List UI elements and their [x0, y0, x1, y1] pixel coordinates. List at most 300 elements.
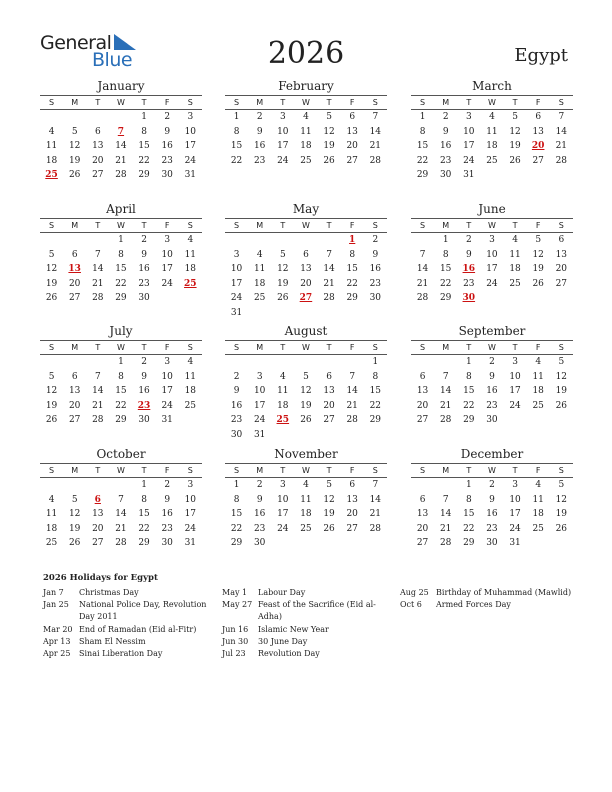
day-cell: 18 [509, 264, 521, 275]
empty-day-cell [40, 355, 63, 370]
week-row [40, 233, 202, 248]
day-cell: 20 [92, 523, 104, 534]
week-row [411, 355, 573, 370]
day-cell: 20 [68, 400, 81, 411]
day-cell: 11 [300, 126, 312, 137]
week-row [225, 478, 387, 493]
day-cell: 25 [45, 538, 58, 549]
weekday-label: T [466, 343, 472, 352]
day-cell: 12 [68, 509, 81, 520]
weekday-label: F [164, 98, 170, 107]
day-cell: 24 [161, 278, 173, 289]
holiday-name: 30 June Day [258, 636, 308, 646]
week-row [40, 110, 202, 125]
weekday-label: W [487, 98, 496, 107]
day-cell: 29 [369, 415, 382, 426]
empty-day-cell [341, 306, 364, 321]
day-cell: 13 [68, 386, 81, 397]
weekday-label: S [372, 343, 378, 352]
day-cell: 30 [486, 415, 498, 426]
day-cell: 10 [509, 371, 521, 382]
weekday-label: T [280, 221, 286, 230]
day-cell: 2 [256, 480, 263, 490]
day-cell: 31 [161, 415, 173, 426]
day-cell: 16 [486, 509, 498, 520]
day-cell: 21 [416, 278, 429, 289]
day-cell: 25 [300, 155, 312, 166]
empty-day-cell [480, 168, 503, 183]
day-cell: 2 [256, 112, 263, 122]
day-cell: 23 [161, 523, 173, 534]
day-cell: 9 [256, 126, 263, 137]
weekday-header [40, 340, 202, 355]
weekday-label: S [49, 343, 55, 352]
day-cell: 16 [253, 141, 266, 152]
weekday-label: T [512, 466, 518, 475]
holiday-day-cell: 7 [117, 126, 125, 137]
holiday-name: Islamic New Year [258, 624, 329, 634]
day-cell: 5 [48, 249, 55, 260]
day-cell: 20 [416, 400, 429, 411]
week-row [411, 522, 573, 537]
week-row [411, 262, 573, 277]
day-cell: 27 [68, 293, 81, 304]
month-september [411, 324, 573, 428]
week-row [40, 168, 202, 183]
day-cell: 10 [253, 386, 266, 397]
weekday-label: S [558, 98, 564, 107]
day-cell: 16 [161, 509, 173, 520]
day-cell: 7 [442, 371, 449, 382]
day-cell: 3 [233, 249, 240, 260]
empty-day-cell [294, 233, 317, 248]
day-cell: 29 [416, 170, 429, 181]
weekday-label: S [420, 98, 426, 107]
week-row [40, 139, 202, 154]
holiday-date: Jan 25 [43, 600, 69, 610]
day-cell: 6 [303, 249, 309, 260]
day-cell: 17 [161, 386, 173, 397]
month-name: May [292, 202, 320, 216]
day-cell: 20 [300, 278, 312, 289]
weekday-label: M [442, 221, 450, 230]
day-cell: 28 [439, 538, 452, 549]
day-cell: 11 [277, 386, 289, 397]
day-cell: 4 [279, 371, 286, 382]
empty-day-cell [318, 428, 341, 443]
day-cell: 28 [92, 293, 104, 304]
holiday-item [43, 624, 211, 636]
day-cell: 3 [164, 357, 171, 367]
day-cell: 12 [300, 386, 312, 397]
day-cell: 29 [230, 538, 243, 549]
week-row [40, 125, 202, 140]
weekday-label: T [280, 98, 286, 107]
empty-day-cell [527, 413, 550, 428]
holidays-column [400, 587, 575, 611]
holiday-item [43, 648, 211, 660]
empty-day-cell [364, 306, 387, 321]
week-row [411, 536, 573, 551]
holidays-column [222, 587, 382, 660]
weekday-header [225, 340, 387, 355]
week-row [411, 277, 573, 292]
day-cell: 4 [303, 480, 309, 490]
day-cell: 9 [372, 249, 379, 260]
week-row [40, 536, 202, 551]
day-cell: 25 [486, 155, 498, 166]
day-cell: 2 [489, 480, 495, 490]
day-cell: 25 [253, 293, 266, 304]
weekday-label: S [558, 466, 564, 475]
week-row [40, 507, 202, 522]
day-cell: 31 [230, 307, 243, 318]
day-cell: 21 [115, 155, 127, 166]
weekday-label: T [326, 466, 332, 475]
day-cell: 23 [161, 155, 173, 166]
day-cell: 17 [277, 141, 289, 152]
day-cell: 30 [369, 293, 382, 304]
day-cell: 4 [535, 357, 542, 367]
day-cell: 17 [509, 509, 521, 520]
day-cell: 5 [71, 126, 78, 137]
weekday-label: S [558, 221, 564, 230]
day-cell: 28 [439, 415, 452, 426]
day-cell: 25 [509, 278, 521, 289]
day-cell: 9 [164, 126, 171, 137]
week-row [411, 478, 573, 493]
day-cell: 14 [115, 141, 127, 152]
holiday-day-cell: 23 [137, 400, 151, 411]
holiday-item [43, 636, 211, 648]
weekday-label: M [71, 98, 79, 107]
day-cell: 6 [558, 235, 565, 245]
weekday-label: F [535, 98, 541, 107]
week-row [40, 522, 202, 537]
day-cell: 3 [512, 357, 518, 367]
empty-day-cell [411, 478, 434, 493]
weekday-label: M [256, 221, 264, 230]
day-cell: 5 [279, 249, 286, 260]
day-cell: 15 [463, 509, 475, 520]
empty-day-cell [550, 291, 573, 306]
holiday-day-cell: 1 [349, 235, 356, 245]
day-cell: 27 [416, 538, 429, 549]
day-cell: 28 [323, 293, 335, 304]
day-cell: 20 [346, 141, 358, 152]
weekday-label: T [141, 466, 147, 475]
day-cell: 23 [138, 278, 150, 289]
week-row [225, 413, 387, 428]
day-cell: 19 [45, 400, 58, 411]
weekday-header [225, 95, 387, 110]
day-cell: 7 [94, 249, 101, 260]
week-row [225, 306, 387, 321]
day-cell: 24 [277, 155, 289, 166]
day-cell: 20 [92, 155, 104, 166]
weekday-label: T [466, 98, 472, 107]
day-cell: 27 [346, 155, 358, 166]
day-cell: 29 [346, 293, 358, 304]
day-cell: 21 [369, 509, 382, 520]
day-cell: 17 [277, 509, 289, 520]
day-cell: 21 [92, 278, 104, 289]
day-cell: 7 [118, 494, 124, 505]
day-cell: 19 [323, 509, 335, 520]
weekday-label: S [187, 466, 193, 475]
day-cell: 4 [535, 480, 542, 490]
day-cell: 19 [509, 141, 521, 152]
weekday-label: F [164, 221, 170, 230]
day-cell: 17 [230, 278, 243, 289]
day-cell: 10 [277, 494, 289, 505]
day-cell: 11 [532, 371, 544, 382]
day-cell: 25 [532, 400, 544, 411]
day-cell: 16 [486, 386, 498, 397]
day-cell: 27 [68, 415, 81, 426]
day-cell: 12 [45, 264, 58, 275]
week-row [411, 233, 573, 248]
holiday-date: Mar 20 [43, 624, 73, 634]
holiday-item [222, 599, 382, 623]
week-row [40, 277, 202, 292]
day-cell: 18 [45, 155, 58, 166]
week-row [411, 507, 573, 522]
day-cell: 24 [161, 400, 173, 411]
day-cell: 14 [369, 126, 382, 137]
day-cell: 13 [532, 126, 544, 137]
day-cell: 28 [369, 523, 382, 534]
day-cell: 12 [323, 494, 335, 505]
day-cell: 25 [300, 523, 312, 534]
weekday-label: M [442, 343, 450, 352]
weekday-label: F [164, 343, 170, 352]
day-cell: 18 [300, 509, 312, 520]
day-cell: 29 [115, 293, 127, 304]
day-cell: 8 [465, 494, 472, 505]
day-cell: 24 [184, 523, 197, 534]
day-cell: 9 [141, 249, 147, 260]
day-cell: 6 [94, 126, 101, 137]
day-cell: 13 [323, 386, 335, 397]
day-cell: 4 [256, 249, 263, 260]
month-name: July [109, 324, 133, 338]
day-cell: 16 [369, 264, 382, 275]
day-cell: 12 [555, 371, 568, 382]
day-cell: 2 [164, 112, 171, 122]
day-cell: 23 [439, 155, 452, 166]
empty-day-cell [271, 355, 294, 370]
day-cell: 23 [253, 155, 266, 166]
empty-day-cell [364, 428, 387, 443]
day-cell: 19 [277, 278, 289, 289]
week-row [411, 399, 573, 414]
month-may [225, 202, 387, 321]
day-cell: 31 [463, 170, 475, 181]
month-july [40, 324, 202, 428]
week-row [411, 370, 573, 385]
day-cell: 27 [92, 538, 104, 549]
day-cell: 27 [555, 278, 568, 289]
day-cell: 28 [416, 293, 429, 304]
weekday-label: S [372, 98, 378, 107]
weekday-label: F [164, 466, 170, 475]
weekday-label: T [95, 98, 101, 107]
day-cell: 2 [233, 371, 240, 382]
day-cell: 12 [509, 126, 521, 137]
empty-day-cell [504, 291, 527, 306]
holiday-date: Jun 30 [222, 636, 249, 646]
day-cell: 5 [71, 494, 78, 505]
weekday-label: T [95, 466, 101, 475]
holiday-date: Apr 13 [43, 636, 71, 646]
holiday-date: May 1 [222, 588, 248, 597]
empty-day-cell [225, 355, 248, 370]
empty-day-cell [341, 536, 364, 551]
holiday-name: Feast of the Sacrifice (Eid al-Adha) [258, 600, 376, 622]
weekday-label: W [301, 221, 310, 230]
day-cell: 5 [326, 480, 332, 490]
weekday-label: W [116, 221, 125, 230]
day-cell: 18 [184, 386, 197, 397]
day-cell: 11 [253, 264, 266, 275]
day-cell: 23 [486, 523, 498, 534]
day-cell: 9 [233, 386, 240, 397]
day-cell: 8 [465, 371, 472, 382]
day-cell: 19 [323, 141, 335, 152]
day-cell: 8 [233, 126, 240, 137]
day-cell: 11 [45, 141, 58, 152]
day-cell: 12 [277, 264, 289, 275]
day-cell: 10 [277, 126, 289, 137]
day-cell: 23 [253, 523, 266, 534]
day-cell: 2 [141, 357, 147, 367]
logo-blue-text: Blue [92, 49, 133, 71]
day-cell: 8 [141, 494, 147, 505]
day-cell: 29 [115, 415, 127, 426]
day-cell: 14 [115, 509, 127, 520]
weekday-label: W [116, 466, 125, 475]
empty-day-cell [86, 233, 109, 248]
holiday-date: Jan 7 [43, 588, 64, 597]
day-cell: 21 [439, 400, 452, 411]
empty-day-cell [271, 428, 294, 443]
day-cell: 4 [303, 112, 309, 122]
weekday-label: F [535, 343, 541, 352]
empty-day-cell [550, 168, 573, 183]
day-cell: 3 [279, 112, 286, 122]
day-cell: 31 [184, 170, 197, 181]
day-cell: 11 [532, 494, 544, 505]
day-cell: 28 [369, 155, 382, 166]
weekday-header [411, 340, 573, 355]
day-cell: 19 [555, 386, 568, 397]
day-cell: 16 [161, 141, 173, 152]
weekday-label: W [301, 343, 310, 352]
holiday-name: End of Ramadan (Eid al-Fitr) [79, 624, 197, 634]
day-cell: 6 [419, 494, 426, 505]
day-cell: 7 [326, 249, 332, 260]
day-cell: 14 [439, 509, 452, 520]
day-cell: 19 [555, 509, 568, 520]
holiday-day-cell: 20 [531, 141, 545, 152]
weekday-label: M [442, 466, 450, 475]
holiday-name: Sham El Nessim [79, 636, 146, 646]
day-cell: 2 [141, 235, 147, 245]
day-cell: 17 [161, 264, 173, 275]
week-row [411, 384, 573, 399]
day-cell: 6 [349, 480, 356, 490]
day-cell: 30 [230, 429, 243, 440]
day-cell: 21 [92, 400, 104, 411]
day-cell: 15 [346, 264, 358, 275]
day-cell: 4 [187, 235, 194, 245]
weekday-label: M [71, 343, 79, 352]
day-cell: 24 [509, 400, 521, 411]
empty-day-cell [294, 355, 317, 370]
month-november [225, 447, 387, 551]
day-cell: 20 [346, 509, 358, 520]
day-cell: 9 [465, 249, 472, 260]
month-december [411, 447, 573, 551]
weekday-header [225, 218, 387, 233]
weekday-label: S [187, 343, 193, 352]
day-cell: 16 [138, 386, 150, 397]
day-cell: 2 [489, 357, 495, 367]
week-row [225, 370, 387, 385]
empty-day-cell [434, 478, 457, 493]
weekday-label: S [49, 98, 55, 107]
weekday-label: F [349, 98, 355, 107]
day-cell: 19 [45, 278, 58, 289]
holiday-item [222, 587, 382, 599]
day-cell: 5 [535, 235, 542, 245]
month-name: October [96, 447, 146, 461]
day-cell: 9 [489, 494, 495, 505]
weekday-label: S [234, 221, 240, 230]
day-cell: 30 [138, 293, 150, 304]
day-cell: 17 [253, 400, 266, 411]
day-cell: 7 [349, 371, 356, 382]
empty-day-cell [248, 355, 271, 370]
weekday-label: M [71, 466, 79, 475]
empty-day-cell [109, 110, 132, 125]
holiday-name: Christmas Day [79, 588, 139, 597]
weekday-label: S [420, 221, 426, 230]
day-cell: 3 [279, 480, 286, 490]
day-cell: 1 [372, 357, 379, 367]
empty-day-cell [318, 536, 341, 551]
day-cell: 3 [187, 112, 194, 122]
day-cell: 17 [184, 141, 197, 152]
day-cell: 20 [323, 400, 335, 411]
weekday-label: M [71, 221, 79, 230]
empty-day-cell [40, 478, 63, 493]
week-row [225, 536, 387, 551]
logo-general-text: General [40, 32, 112, 54]
day-cell: 7 [94, 371, 101, 382]
day-cell: 28 [555, 155, 568, 166]
empty-day-cell [40, 110, 63, 125]
day-cell: 13 [300, 264, 312, 275]
weekday-label: M [256, 466, 264, 475]
week-row [225, 277, 387, 292]
day-cell: 1 [233, 480, 240, 490]
empty-day-cell [63, 355, 86, 370]
holiday-day-cell: 30 [462, 293, 476, 304]
holiday-item [222, 648, 382, 660]
day-cell: 3 [489, 235, 495, 245]
